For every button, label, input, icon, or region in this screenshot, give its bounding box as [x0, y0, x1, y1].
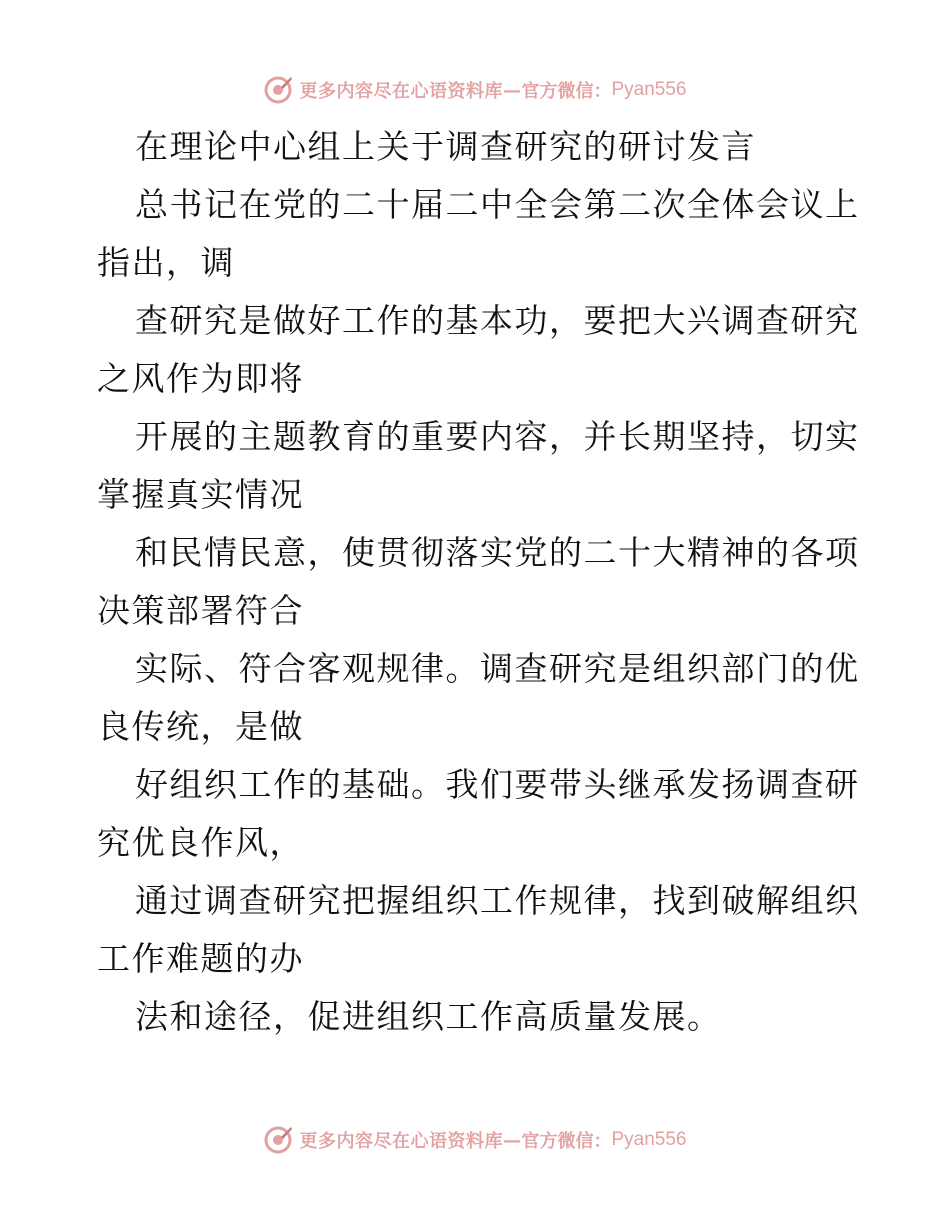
text-line: 掌握真实情况: [97, 475, 304, 514]
text-line: 通过调查研究把握组织工作规律，找到破解组织: [135, 881, 860, 920]
footer-watermark: [0, 1122, 950, 1158]
text-line: 总书记在党的二十届二中全会第二次全体会议上: [135, 185, 860, 224]
text-line: 究优良作风，: [97, 823, 304, 862]
text-line: 指出，调: [97, 243, 235, 282]
watermark-dash: —: [502, 79, 522, 101]
pen-logo-icon: [263, 1125, 293, 1155]
watermark-dash: —: [502, 1129, 522, 1151]
watermark-wechat-label: 官方微信：: [521, 1131, 612, 1152]
text-line: 决策部署符合: [97, 591, 304, 630]
text-line: 好组织工作的基础。我们要带头继承发扬调查研: [135, 765, 860, 804]
text-line: 在理论中心组上关于调查研究的研讨发言: [135, 127, 756, 166]
text-line: 法和途径，促进组织工作高质量发展。: [135, 997, 722, 1036]
text-line: 开展的主题教育的重要内容，并长期坚持，切实: [135, 417, 860, 456]
watermark-wechat-id: Pyan556: [611, 79, 687, 100]
watermark-wechat-label: 官方微信：: [521, 81, 612, 102]
watermark-text: 更多内容尽在心语资料库: [299, 81, 503, 102]
watermark-text: 更多内容尽在心语资料库: [299, 1131, 503, 1152]
text-line: 实际、符合客观规律。调查研究是组织部门的优: [135, 649, 860, 688]
document-body: [97, 118, 860, 1046]
text-line: 查研究是做好工作的基本功，要把大兴调查研究: [135, 301, 860, 340]
text-line: 良传统，是做: [97, 707, 304, 746]
text-line: 之风作为即将: [97, 359, 304, 398]
header-watermark: [0, 72, 950, 108]
text-line: 和民情民意，使贯彻落实党的二十大精神的各项: [135, 533, 860, 572]
text-line: 工作难题的办: [97, 939, 304, 978]
watermark-wechat-id: Pyan556: [611, 1129, 687, 1150]
pen-logo-icon: [263, 75, 293, 105]
